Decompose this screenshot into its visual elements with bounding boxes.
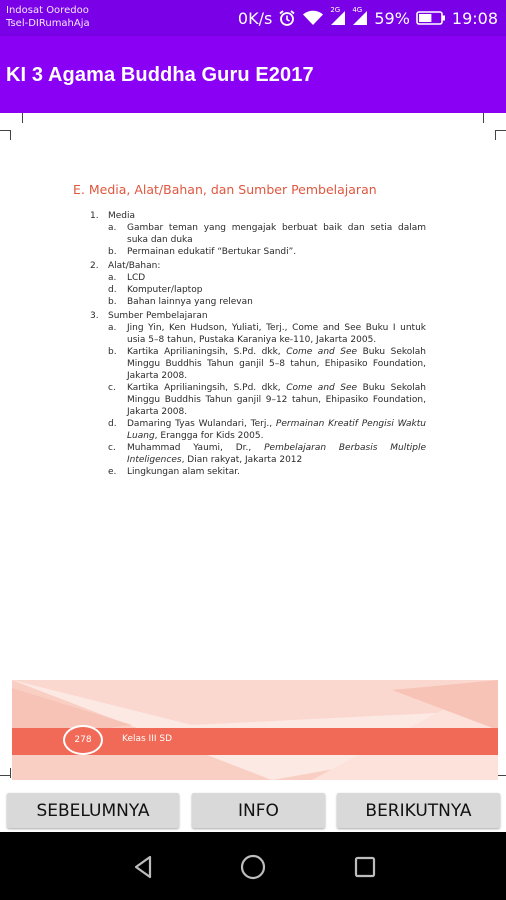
crop-mark-top-left-h: [0, 130, 10, 131]
item-letter: e.: [108, 467, 117, 477]
back-triangle-icon[interactable]: [126, 850, 160, 884]
item-text: [127, 322, 426, 346]
class-label: Kelas III SD: [122, 734, 173, 744]
signal-1-icon: [330, 6, 346, 27]
item-text-post: , Dian rakyat, Jakarta 2012: [181, 455, 303, 465]
next-button[interactable]: BERIKUTNYA: [337, 793, 500, 828]
item-text-pre: Jing Yin, Ken Hudson, Yuliati, Terj., Come and See Buku I untuk usia 5–8 tahun, Pustaka Karaniya ke-110, Jakarta 2005.: [127, 323, 426, 345]
section-title: E. Media, Alat/Bahan, dan Sumber Pembelajaran: [73, 182, 377, 197]
crop-mark-top-left: [10, 130, 11, 140]
crop-mark-top-right-h: [496, 130, 506, 131]
item-letter: d.: [108, 285, 117, 295]
signal-2-label: 4G: [352, 6, 363, 14]
group-number: 3.: [90, 311, 99, 321]
status-icons: [238, 0, 498, 36]
item-letter: b.: [108, 247, 117, 257]
list-item: [90, 442, 426, 466]
navigation-buttons: [0, 785, 506, 832]
info-button[interactable]: INFO: [192, 793, 325, 828]
list-item: [90, 418, 426, 442]
item-text: LCD: [127, 273, 146, 283]
recents-square-icon[interactable]: [348, 850, 382, 884]
wifi-icon: [302, 9, 324, 27]
content-group: [90, 210, 426, 258]
item-text: Gambar teman yang mengajak berbuat baik dan setia dalam suka dan duka: [127, 223, 426, 245]
group-heading: [90, 210, 426, 222]
item-text: [127, 418, 426, 442]
carrier-line-2: Tsel-DIRumahAja: [6, 18, 90, 29]
item-text: [127, 382, 426, 418]
group-heading-text: Sumber Pembelajaran: [108, 311, 208, 321]
item-letter: d.: [108, 419, 117, 429]
group-number: 2.: [90, 261, 99, 271]
list-item: [90, 382, 426, 418]
item-text-post: Buku Sekolah Minggu Buddhis Tahun ganjil 5–8 tahun, Ehipasiko Foundation, Jakarta 2008.: [127, 347, 426, 381]
list-item: [90, 296, 426, 308]
item-text-pre: Damaring Tyas Wulandari, Terj.,: [127, 419, 276, 429]
battery-icon: [416, 10, 446, 26]
list-item: [90, 322, 426, 346]
battery-percent: 59%: [374, 8, 410, 28]
net-speed: 0K/s: [237, 8, 273, 28]
crop-mark-bottom-left-h: [0, 775, 10, 776]
list-item: [90, 284, 426, 296]
crop-mark-right-top: [483, 113, 484, 123]
item-text-pre: Kartika Aprilianingsih, S.Pd. dkk,: [127, 383, 287, 393]
carrier-line-1: Indosat Ooredoo: [6, 5, 89, 16]
list-item: [90, 246, 426, 258]
app-bar: [0, 36, 506, 113]
list-item: [90, 346, 426, 382]
item-letter: b.: [108, 347, 117, 357]
item-text-italic: Come and See: [286, 383, 358, 393]
item-letter: c.: [108, 383, 116, 393]
list-item: [90, 222, 426, 246]
item-letter: a.: [108, 273, 117, 283]
page-content: [90, 210, 426, 480]
item-text-italic: Permainan Kreatif Pengisi Waktu Luang: [127, 419, 426, 441]
item-text-post: , Erangga for Kids 2005.: [154, 431, 264, 441]
clock: 19:08: [451, 8, 498, 28]
list-item: [90, 272, 426, 284]
alarm-icon: [278, 9, 296, 27]
item-text-pre: Lingkungan alam sekitar.: [127, 467, 240, 477]
carrier-info: [6, 4, 90, 30]
group-heading-text: Media: [108, 211, 136, 221]
item-text: Komputer/laptop: [127, 285, 203, 295]
system-nav-bar: [0, 832, 506, 900]
home-circle-icon[interactable]: [236, 850, 270, 884]
item-text-pre: Muhammad Yaumi, Dr.,: [127, 443, 265, 453]
item-text: Permainan edukatif “Bertukar Sandi”.: [127, 247, 297, 257]
item-text-italic: Come and See: [286, 347, 358, 357]
item-text-pre: Kartika Aprilianingsih, S.Pd. dkk,: [127, 347, 287, 357]
item-text-italic: Pembelajaran Berbasis Multiple Inteligences: [127, 443, 426, 465]
content-group: [90, 260, 426, 308]
item-letter: b.: [108, 297, 117, 307]
group-heading: [90, 260, 426, 272]
item-text: [127, 442, 426, 466]
page-viewer[interactable]: [0, 113, 506, 785]
item-text-post: Buku Sekolah Minggu Buddhis Tahun ganjil 9–12 tahun, Ehipasiko Foundation, Jakarta 2008.: [127, 383, 426, 417]
status-bar: [0, 0, 506, 36]
content-group: [90, 310, 426, 478]
crop-mark-bottom-left: [10, 768, 11, 778]
list-item: [90, 466, 426, 478]
item-text: [127, 466, 426, 478]
crop-mark-left-top: [22, 113, 23, 123]
item-letter: c.: [108, 443, 116, 453]
group-number: 1.: [90, 211, 99, 221]
signal-1-label: 2G: [330, 6, 341, 14]
item-text: [127, 346, 426, 382]
page-number-badge: 278: [63, 725, 103, 755]
item-letter: a.: [108, 323, 117, 333]
crop-mark-top-right: [495, 130, 496, 140]
group-heading-text: Alat/Bahan:: [108, 261, 161, 271]
previous-button[interactable]: SEBELUMNYA: [7, 793, 179, 828]
item-text: Bahan lainnya yang relevan: [127, 297, 253, 307]
item-letter: a.: [108, 223, 117, 233]
app-title: KI 3 Agama Buddha Guru E2017: [6, 64, 314, 86]
signal-2-icon: [352, 6, 368, 27]
group-heading: [90, 310, 426, 322]
